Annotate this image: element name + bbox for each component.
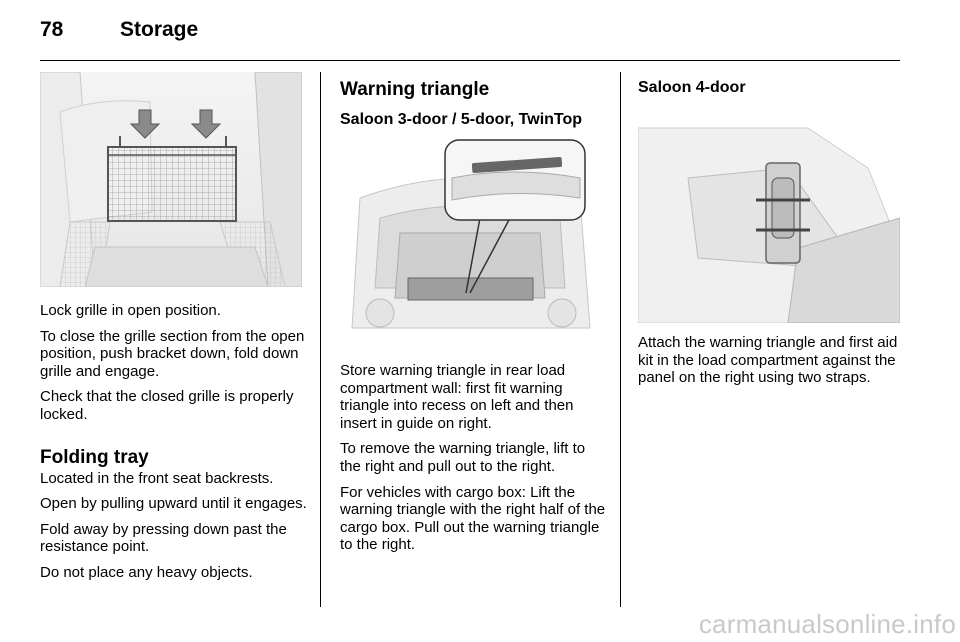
cargo-box-text: For vehicles with cargo box: Lift the warning triangle with the right half of the cargo box. Pull out the warning triangle to the right.	[340, 483, 606, 554]
luggage-grille-illustration	[40, 72, 302, 287]
saloon-boot-triangle-illustration	[638, 108, 900, 323]
header-rule	[40, 60, 900, 61]
grille-close-text: To close the grille section from the open position, push bracket down, fold down grille and engage.	[40, 327, 305, 380]
warning-triangle-heading: Warning triangle	[340, 79, 490, 100]
folding-tray-location-text: Located in the front seat backrests.	[40, 469, 274, 487]
page-header	[40, 18, 900, 48]
site-watermark: carmanualsonline.info	[698, 609, 956, 639]
folding-tray-fold-text: Fold away by pressing down past the resistance point.	[40, 520, 287, 556]
column-divider-1	[320, 72, 321, 607]
column-2	[340, 72, 608, 562]
folding-tray-open-text: Open by pulling upward until it engages.	[40, 495, 307, 513]
store-triangle-text: Store warning triangle in rear load compartment wall: first fit warning triangle into recess on left and then insert in guide on right.	[340, 362, 574, 432]
column-divider-2	[620, 72, 621, 607]
attach-triangle-text: Attach the warning triangle and first aid kit in the load compartment against the panel on the right using two straps.	[638, 334, 898, 387]
section-title: Storage	[120, 18, 199, 41]
column-3	[638, 72, 900, 395]
saloon-3-5-door-subheading: Saloon 3-door / 5-door, TwinTop	[340, 111, 583, 128]
folding-tray-heading: Folding tray	[40, 446, 149, 468]
grille-lock-text: Lock grille in open position.	[40, 302, 221, 319]
folding-tray-warning-text: Do not place any heavy objects.	[40, 563, 253, 581]
column-1	[40, 72, 308, 590]
hatchback-warning-triangle-illustration	[340, 138, 602, 350]
saloon-4-door-subheading: Saloon 4-door	[638, 79, 746, 96]
grille-check-text: Check that the closed grille is properly locked.	[40, 388, 294, 423]
remove-triangle-text: To remove the warning triangle, lift to the right and pull out to the right.	[340, 440, 586, 475]
page-number: 78	[40, 18, 64, 41]
